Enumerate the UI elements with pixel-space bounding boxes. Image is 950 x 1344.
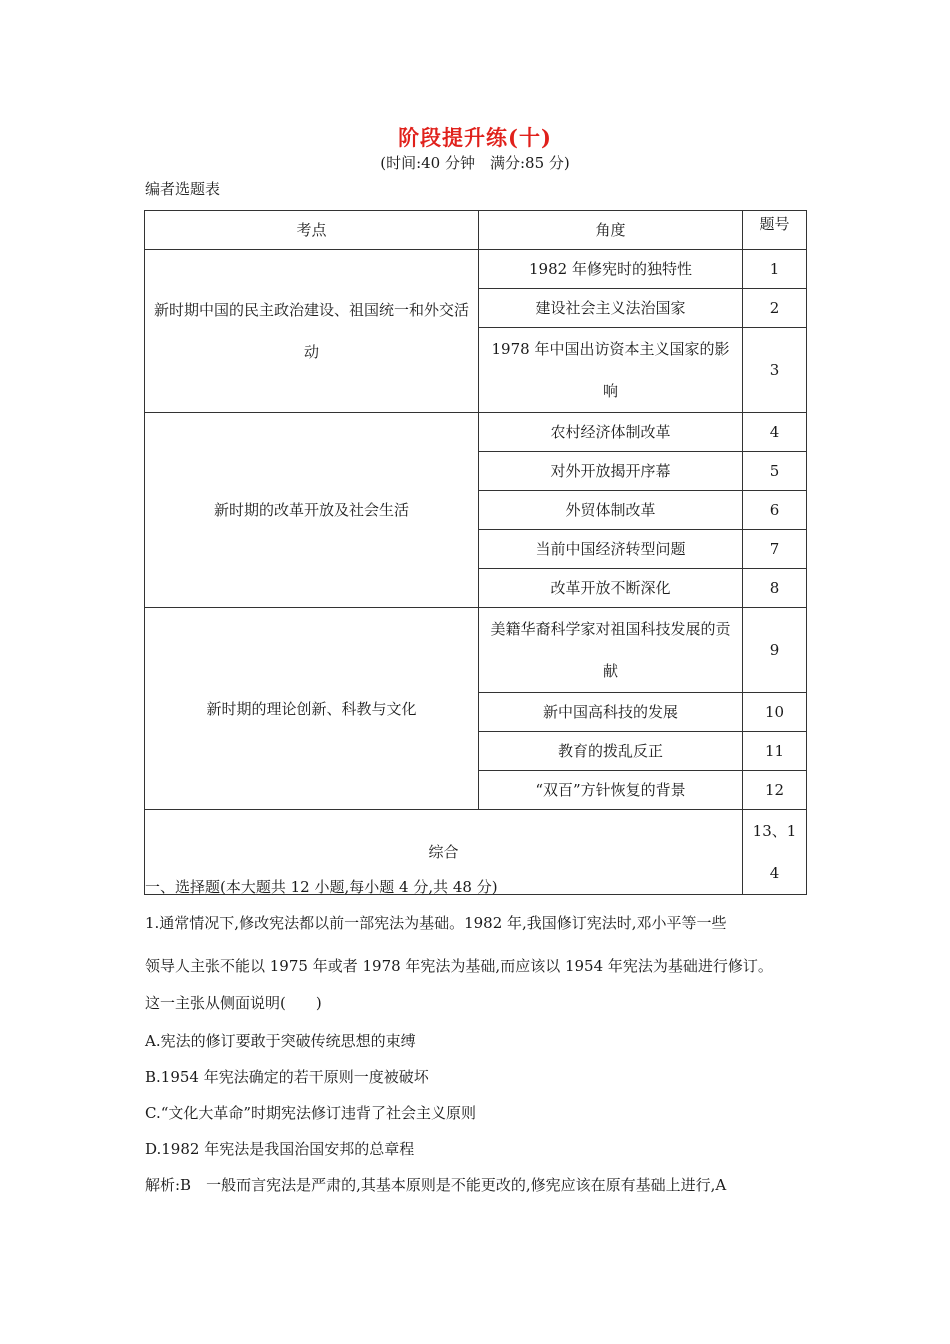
header-number: 题号	[743, 211, 807, 250]
angle-cell: 教育的拨乱反正	[479, 732, 743, 771]
angle-cell: 建设社会主义法治国家	[479, 289, 743, 328]
summary-label: 综合	[145, 810, 743, 895]
analysis-text: 解析:B 一般而言宪法是严肃的,其基本原则是不能更改的,修宪应该在原有基础上进行,A	[145, 1176, 727, 1194]
angle-cell: 农村经济体制改革	[479, 413, 743, 452]
question-text-line: 这一主张从侧面说明( )	[145, 994, 322, 1012]
number-cell: 4	[743, 413, 807, 452]
angle-cell: 改革开放不断深化	[479, 569, 743, 608]
option-b: B.1954 年宪法确定的若干原则一度被破坏	[145, 1068, 429, 1086]
number-cell: 3	[743, 328, 807, 413]
number-cell: 5	[743, 452, 807, 491]
table-row	[145, 250, 807, 289]
page-title: 阶段提升练(十)	[398, 125, 552, 150]
header-topic: 考点	[145, 211, 479, 250]
number-cell: 8	[743, 569, 807, 608]
section-heading: 一、选择题(本大题共 12 小题,每小题 4 分,共 48 分)	[145, 878, 498, 896]
number-cell: 11	[743, 732, 807, 771]
table-row	[145, 413, 807, 452]
angle-cell: 新中国高科技的发展	[479, 693, 743, 732]
topic-table	[144, 210, 807, 895]
angle-cell: 1978 年中国出访资本主义国家的影响	[479, 328, 743, 413]
angle-cell: 当前中国经济转型问题	[479, 530, 743, 569]
option-c: C.“文化大革命”时期宪法修订违背了社会主义原则	[145, 1104, 477, 1122]
number-cell: 1	[743, 250, 807, 289]
table-label: 编者选题表	[145, 180, 221, 198]
topic-cell: 新时期中国的民主政治建设、祖国统一和外交活动	[145, 250, 479, 413]
number-cell: 10	[743, 693, 807, 732]
number-cell: 7	[743, 530, 807, 569]
page-subtitle: (时间:40 分钟 满分:85 分)	[380, 154, 570, 172]
number-cell: 2	[743, 289, 807, 328]
option-a: A.宪法的修订要敢于突破传统思想的束缚	[145, 1032, 416, 1050]
header-angle: 角度	[479, 211, 743, 250]
angle-cell: 外贸体制改革	[479, 491, 743, 530]
table-header-row	[145, 211, 807, 250]
angle-cell: 对外开放揭开序幕	[479, 452, 743, 491]
question-text-line: 领导人主张不能以 1975 年或者 1978 年宪法为基础,而应该以 1954 年宪法为基础进行修订。	[145, 957, 773, 975]
option-d: D.1982 年宪法是我国治国安邦的总章程	[145, 1140, 415, 1158]
table-row	[145, 608, 807, 693]
number-cell: 12	[743, 771, 807, 810]
number-cell: 6	[743, 491, 807, 530]
question-text-line: 1.通常情况下,修改宪法都以前一部宪法为基础。1982 年,我国修订宪法时,邓小平等一些	[145, 914, 727, 932]
angle-cell: 美籍华裔科学家对祖国科技发展的贡献	[479, 608, 743, 693]
summary-number: 13、14	[743, 810, 807, 895]
number-cell: 9	[743, 608, 807, 693]
topic-cell: 新时期的理论创新、科教与文化	[145, 608, 479, 810]
angle-cell: 1982 年修宪时的独特性	[479, 250, 743, 289]
angle-cell: “双百”方针恢复的背景	[479, 771, 743, 810]
topic-cell: 新时期的改革开放及社会生活	[145, 413, 479, 608]
